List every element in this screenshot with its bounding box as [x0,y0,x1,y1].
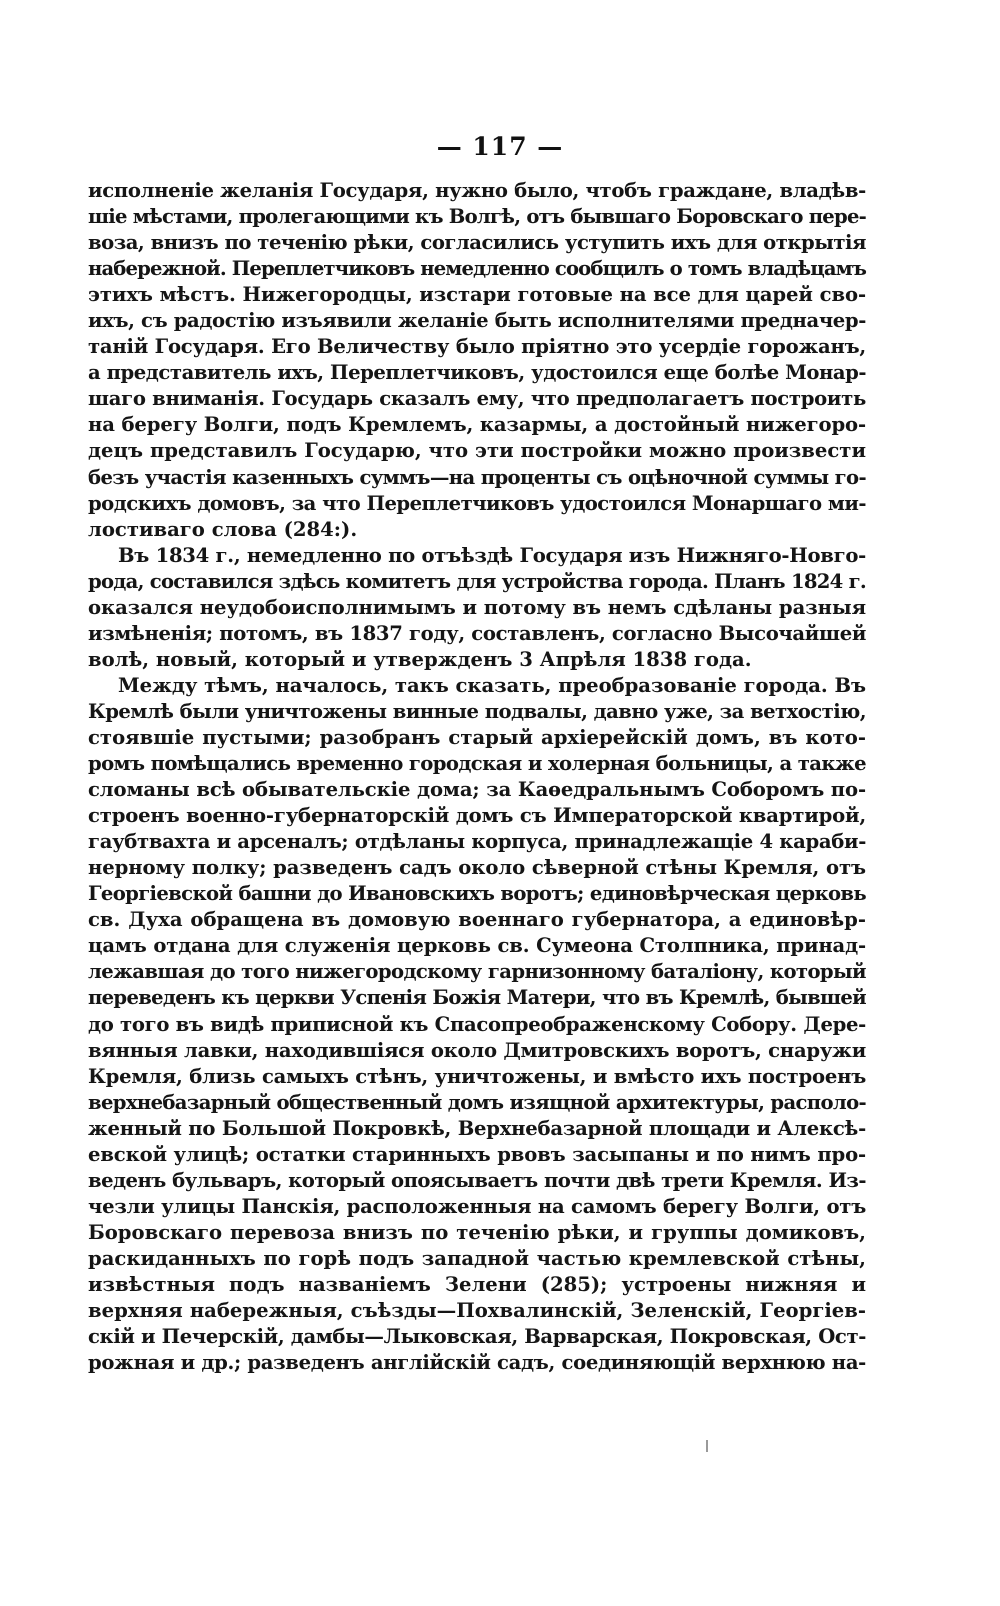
text-line: набережной. Переплетчиковъ немедленно сообщилъ о томъ владѣцамъ [88,257,866,281]
text-line: воза, внизъ по теченію рѣки, согласились уступить ихъ для открытія [88,231,866,255]
text-line: лостиваго слова (284:). [88,517,358,541]
text-line: исполненіе желанія Государя, нужно было, чтобъ граждане, владѣв- [88,179,866,202]
text-line: св. Духа обращена въ домовую военнаго губернатора, а единовѣр- [88,908,866,932]
text-line: гаубтвахта и арсеналъ; отдѣланы корпуса, принадлежащіе 4 караби- [88,830,867,854]
text-line: волѣ, новый, который и утвержденъ 3 Апрѣля 1838 года. [88,647,752,671]
text-line: переведенъ къ церкви Успенія Божія Матери, что въ Кремлѣ, бывшей [88,986,866,1010]
text-line: извѣстныя подъ названіемъ Зелени (285); устроены нижняя и [88,1272,866,1296]
text-line: чезли улицы Панскія, расположенныя на самомъ берегу Волги, отъ [88,1194,866,1218]
text-line: скій и Печерскій, дамбы—Лыковская, Варварская, Покровская, Ост- [88,1325,867,1349]
text-line: до того въ видѣ приписной къ Спасопреображенскому Собору. Дере- [88,1012,866,1036]
text-line: Кремля, близь самыхъ стѣнъ, уничтожены, и вмѣсто ихъ построенъ [88,1064,867,1088]
text-line: шіе мѣстами, пролегающими къ Волгѣ, отъ бывшаго Боровскаго пере- [88,205,867,229]
text-line: безъ участія казенныхъ суммъ—на проценты съ оцѣночной суммы го- [88,465,866,489]
text-line: шаго вниманія. Государь сказалъ ему, что предполагаетъ построить [88,387,867,411]
text-line: на берегу Волги, подъ Кремлемъ, казармы, а достойный нижегоро- [88,413,866,437]
text-line: вянныя лавки, находившіяся около Дмитровскихъ воротъ, снаружи [88,1038,866,1062]
text-line: таній Государя. Его Величеству было пріятно это усердіе горожанъ, [88,335,866,359]
text-line: стоявшіе пустыми; разобранъ старый архіерейскій домъ, въ кото- [88,725,866,749]
body-text [88,178,866,1376]
text-line: рожная и др.; разведенъ англійскій садъ, соединяющій верхнюю на- [88,1351,866,1375]
text-line: верхняя набережныя, съѣзды—Похвалинскій, Зеленскій, Георгіев- [88,1299,866,1323]
text-line: Георгіевской башни до Ивановскихъ воротъ; единовѣрческая церковь [88,882,866,906]
text-line: нерному полку; разведенъ садъ около сѣверной стѣны Кремля, отъ [88,856,867,880]
text-line: веденъ бульваръ, который опоясываетъ почти двѣ трети Кремля. Из- [88,1168,866,1192]
text-line: цамъ отдана для служенія церковь св. Сумеона Столпника, принад- [88,934,866,958]
page-number: — 117 — [436,132,564,161]
text-line: верхнебазарный общественный домъ изящной архитектуры, располо- [88,1090,866,1114]
text-line: лежавшая до того нижегородскому гарнизонному баталіону, который [88,960,866,984]
text-line: ихъ, съ радостію изъявили желаніе быть исполнителями предначер- [88,309,866,333]
text-line: строенъ военно-губернаторскій домъ съ Императорской квартирой, [88,804,866,828]
paper-speck [706,1440,708,1452]
text-line: раскиданныхъ по горѣ подъ западной частью кремлевской стѣны, [88,1246,866,1270]
text-line: сломаны всѣ обывательскіе дома; за Каѳедральнымъ Соборомъ по- [88,778,866,802]
text-line: рода, составился здѣсь комитетъ для устройства города. Планъ 1824 г. [88,569,866,593]
text-line: децъ представилъ Государю, что эти постройки можно произвести [88,439,866,463]
text-line: этихъ мѣстъ. Нижегородцы, изстари готовые на все для царей сво- [88,283,866,307]
text-line: ромъ помѣщались временно городская и холерная больницы, а также [88,752,866,776]
text-line: Боровскаго перевоза внизъ по теченію рѣки, и группы домиковъ, [88,1220,866,1244]
text-line: Кремлѣ были уничтожены винные подвалы, давно уже, за ветхостію, [88,699,866,723]
text-line: женный по Большой Покровкѣ, Верхнебазарной площади и Алексѣ- [88,1116,866,1140]
text-line: евской улицѣ; остатки старинныхъ рвовъ засыпаны и по нимъ про- [88,1142,866,1166]
text-line: Между тѣмъ, началось, такъ сказать, преобразованіе города. Въ [118,673,866,697]
text-line: а представитель ихъ, Переплетчиковъ, удостоился еще болѣе Монар- [88,361,867,385]
text-line: родскихъ домовъ, за что Переплетчиковъ удостоился Монаршаго ми- [88,491,866,515]
text-line: измѣненія; потомъ, въ 1837 году, составленъ, согласно Высочайшей [88,621,867,645]
text-line: оказался неудобоисполнимымъ и потому въ немъ сдѣланы разныя [88,595,866,619]
text-line: Въ 1834 г., немедленно по отъѣздѣ Государя изъ Нижняго-Новго- [118,543,866,567]
